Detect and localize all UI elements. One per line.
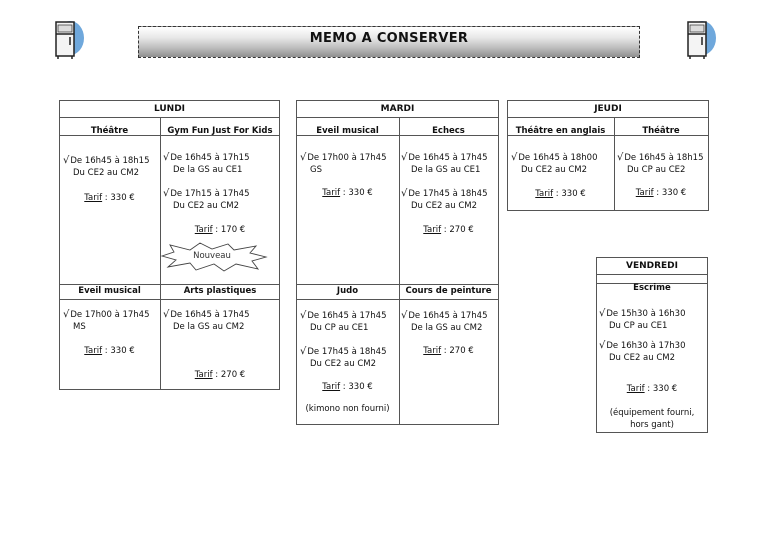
activity-title-escrime: Escrime [633, 283, 671, 293]
tarif: Tarif : 270 € [423, 346, 474, 356]
fridge-icon [680, 18, 718, 60]
schedule-slot: √ De 17h00 à 17h45 MS [63, 309, 150, 333]
schedule-slot: √ De 16h45 à 18h00 Du CE2 au CM2 [511, 152, 598, 176]
schedule-slot: √ De 17h45 à 18h45 Du CE2 au CM2 [300, 346, 387, 370]
equipment-note: (kimono non fourni) [305, 404, 390, 414]
memo-banner [138, 26, 640, 58]
tarif: Tarif : 330 € [84, 193, 135, 203]
day-header-mardi: MARDI [297, 101, 498, 118]
mardi-table [296, 100, 499, 425]
tarif: Tarif : 170 € [194, 225, 246, 235]
activity-title-theatre: Théâtre [642, 126, 680, 136]
new-badge: Nouveau [193, 251, 231, 261]
page-title: MEMO A CONSERVER [309, 30, 469, 46]
tarif: Tarif : 330 € [626, 384, 678, 394]
day-header-lundi: LUNDI [60, 101, 279, 118]
schedule-slot: √ De 16h45 à 17h45 De la GS au CM2 [163, 309, 250, 333]
schedule-slot: √ De 17h15 à 17h45 Du CE2 au CM2 [163, 188, 250, 212]
activity-title-echecs: Echecs [432, 126, 465, 136]
schedule-slot: √ De 15h30 à 16h30 Du CP au CE1 [599, 308, 686, 332]
day-header-vendredi: VENDREDI [597, 258, 707, 275]
fridge-icon [48, 18, 86, 60]
schedule-slot: √ De 16h45 à 17h45 Du CP au CE1 [300, 310, 387, 334]
activity-title-theatre: Théâtre [90, 126, 129, 136]
activity-title-arts-plastiques: Arts plastiques [183, 286, 257, 296]
schedule-slot: √ De 16h45 à 18h15 Du CE2 au CM2 [63, 155, 150, 179]
schedule-slot: √ De 16h45 à 17h15 De la GS au CE1 [163, 152, 250, 176]
schedule-slot: √ De 17h45 à 18h45 Du CE2 au CM2 [401, 188, 488, 212]
activity-title-eveil-musical: Eveil musical [316, 126, 379, 136]
schedule-slot: √ De 16h45 à 17h45 De la GS au CM2 [401, 310, 488, 334]
tarif: Tarif : 330 € [84, 346, 135, 356]
tarif: Tarif : 330 € [322, 382, 373, 392]
schedule-slot: √ De 16h30 à 17h30 Du CE2 au CM2 [599, 340, 686, 364]
activity-title-cours-de-peinture: Cours de peinture [405, 286, 492, 296]
tarif: Tarif : 270 € [423, 225, 474, 235]
schedule-slot: √ De 17h00 à 17h45 GS [300, 152, 387, 176]
tarif: Tarif : 330 € [535, 189, 586, 199]
equipment-note: (équipement fourni, hors gant) [609, 408, 695, 430]
activity-title-gym: Gym Fun Just For Kids [167, 126, 273, 136]
tarif: Tarif : 330 € [635, 188, 687, 198]
tarif: Tarif : 270 € [194, 370, 246, 380]
schedule-slot: √ De 16h45 à 18h15 Du CP au CE2 [617, 152, 704, 176]
schedule-slot: √ De 16h45 à 17h45 De la GS au CE1 [401, 152, 488, 176]
tarif: Tarif : 330 € [322, 188, 373, 198]
activity-title-judo: Judo [336, 286, 359, 296]
activity-title-theatre-en-anglais: Théâtre en anglais [515, 126, 606, 136]
activity-title-eveil-musical: Eveil musical [78, 286, 141, 296]
day-header-jeudi: JEUDI [508, 101, 708, 118]
